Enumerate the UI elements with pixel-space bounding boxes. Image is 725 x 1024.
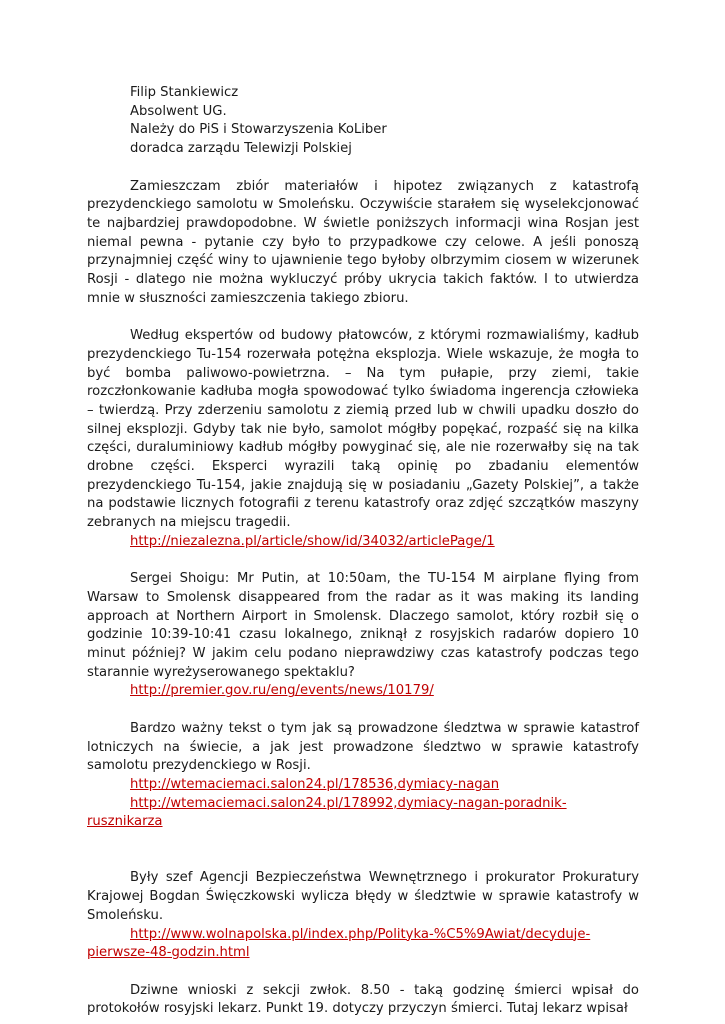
intro-paragraph: Zamieszczam zbiór materiałów i hipotez związanych z katastrofą prezydenckiego samolotu w Smoleńsku. Oczywiście starałem się wyselekcjonować te najbardziej prawdopodobne. W świetle poniższych informacji wina Rosjan jest niemal pewna - pytanie czy było to przypadkowe czy celowe. A jeśli ponoszą przynajmniej część winy to ujawnienie tego byłoby olbrzymim ciosem w wizerunek Rosji - dlatego nie można wykluczyć próby ukrycia takich faktów. I to utwierdza mnie w słuszności zamieszczenia takiego zbioru. bbox=[87, 178, 639, 306]
author-education: Absolwent UG. bbox=[130, 103, 227, 119]
autopsy-paragraph: Dziwne wnioski z sekcji zwłok. 8.50 - taką godzinę śmierci wpisał do protokołów rosyjski lekarz. Punkt 19. dotyczy przyczyn śmierci. Tutaj lekarz wpisał bbox=[87, 982, 639, 1017]
premier-gov-link[interactable]: http://premier.gov.ru/eng/events/news/10179/ bbox=[130, 683, 434, 699]
salon24-link-2-part1: http://wtemaciemaci.salon24.pl/178992,dymiacy-nagan-poradnik- bbox=[130, 795, 567, 811]
wolnapolska-link[interactable] bbox=[87, 926, 639, 963]
wolnapolska-link-part2: pierwsze-48-godzin.html bbox=[87, 945, 250, 961]
niezalezna-link[interactable]: http://niezalezna.pl/article/show/id/34032/articlePage/1 bbox=[130, 533, 495, 549]
author-block bbox=[87, 84, 639, 159]
shoigu-paragraph: Sergei Shoigu: Mr Putin, at 10:50am, the TU-154 M airplane flying from Warsaw to Smolensk disappeared from the radar as it was making its landing approach at Northern Airport in Smolensk. Dlaczego samolot, który rozbił się o godzinie 10:39-10:41 czasu lokalnego, zniknął z rosyjskich radarów dopiero 10 minut później? W jakim celu podano nieprawdziwy czas katastrofy podczas tego starannie wyreżyserowanego spektaklu? bbox=[87, 571, 639, 680]
salon24-link-2-part2: rusznikarza bbox=[87, 814, 163, 830]
author-position: doradca zarządu Telewizji Polskiej bbox=[130, 141, 352, 157]
investigation-paragraph: Bardzo ważny tekst o tym jak są prowadzone śledztwa w sprawie katastrof lotniczych na świecie, a jak jest prowadzone śledztwo w sprawie katastrofy samolotu prezydenckiego w Rosji. bbox=[87, 720, 639, 774]
author-affiliation: Należy do PiS i Stowarzyszenia KoLiber bbox=[130, 122, 387, 138]
document-page bbox=[87, 84, 639, 1019]
wolnapolska-link-part1: http://www.wolnapolska.pl/index.php/Polityka-%C5%9Awiat/decyduje- bbox=[130, 926, 591, 942]
explosion-paragraph: Według ekspertów od budowy płatowców, z którymi rozmawialiśmy, kadłub prezydenckiego Tu-154 rozerwała potężna eksplozja. Wiele wskazuje, że mogła to być bomba paliwowo-powietrzna. – Na tym pułapie, przy ziemi, takie rozczłonkowanie kadłuba mogła spowodować tylko świadoma ingerencja człowieka – twierdzą. Przy zderzeniu samolotu z ziemią przed lub w chwili upadku doszło do silnej eksplozji. Gdyby tak nie było, samolot mógłby popękać, rozpaść się na kilka części, duraluminiowy kadłub mógłby powyginać się, ale nie rozerwałby się na tak drobne części. Eksperci wyrazili taką opinię po zbadaniu elementów prezydenckiego Tu-154, jakie znajdują się w posiadaniu „Gazety Polskiej”, a także na podstawie licznych fotografii z terenu katastrofy oraz zdjęć szczątków maszyny zebranych na miejscu tragedii. bbox=[87, 328, 639, 531]
salon24-link-2[interactable] bbox=[87, 795, 639, 832]
swieczkowski-paragraph: Były szef Agencji Bezpieczeństwa Wewnętrznego i prokurator Prokuratury Krajowej Bogdan Święczkowski wylicza błędy w śledztwie w sprawie katastrofy w Smoleńsku. bbox=[87, 870, 639, 923]
salon24-link-1[interactable]: http://wtemaciemaci.salon24.pl/178536,dymiacy-nagan bbox=[130, 776, 500, 792]
author-name: Filip Stankiewicz bbox=[130, 85, 239, 100]
